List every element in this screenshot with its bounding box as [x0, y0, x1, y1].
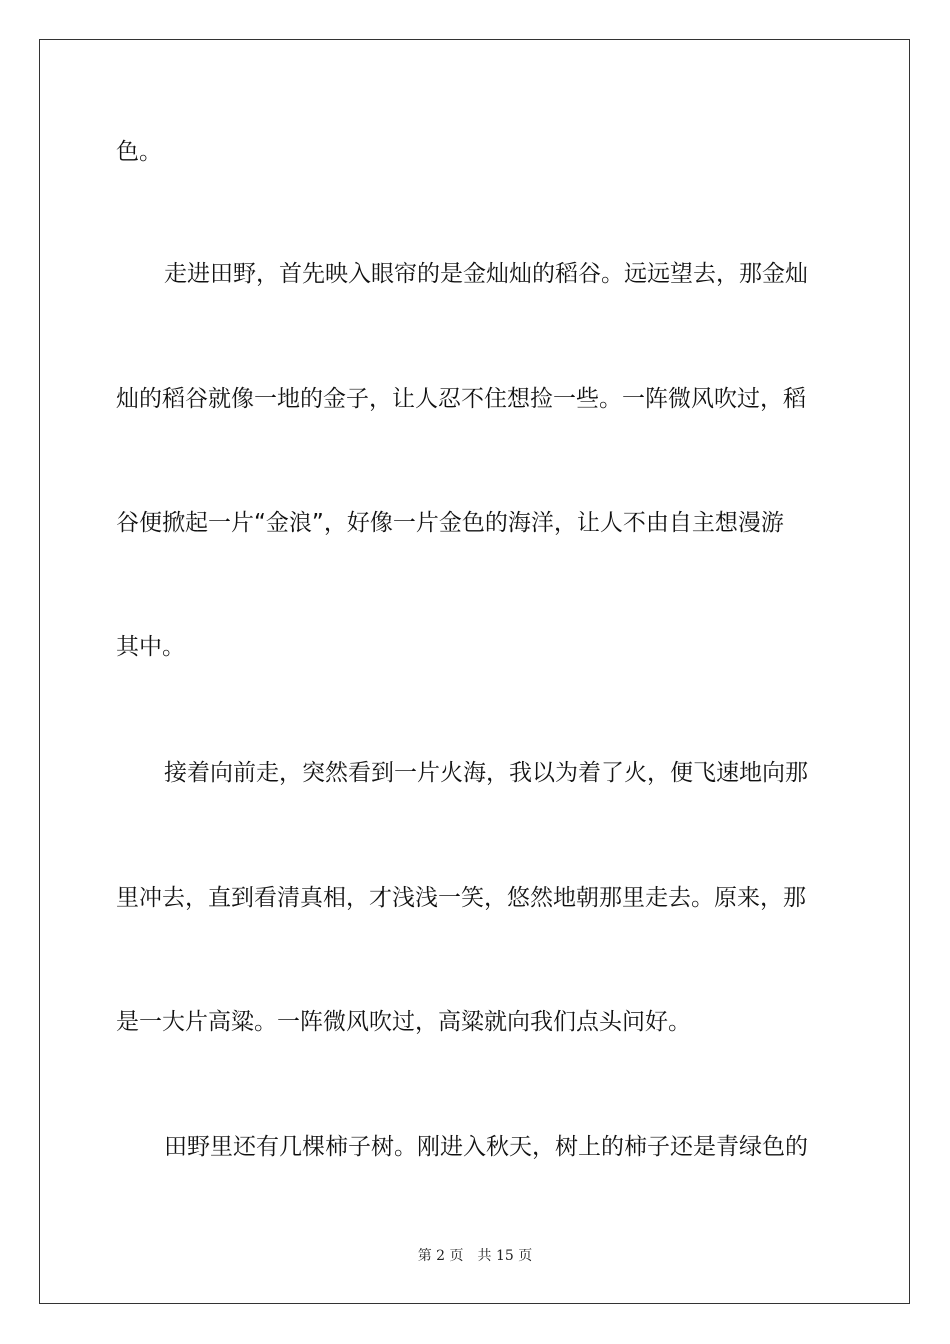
- page-footer: [0, 1247, 950, 1265]
- text-line: 里冲去，直到看清真相，才浅浅一笑，悠然地朝那里走去。原来，那: [116, 885, 806, 911]
- page-border: [39, 39, 910, 1304]
- text-line: 色。: [116, 139, 162, 165]
- total-pages: 共 15 页: [477, 1248, 533, 1264]
- paragraph-start-line: 走进田野，首先映入眼帘的是金灿灿的稻谷。远远望去，那金灿: [164, 261, 808, 287]
- text-line: 灿的稻谷就像一地的金子，让人忍不住想捡一些。一阵微风吹过，稻: [116, 386, 806, 412]
- text-line: 谷便掀起一片“金浪”，好像一片金色的海洋，让人不由自主想漫游: [116, 510, 784, 536]
- paragraph-start-line: 田野里还有几棵柿子树。刚进入秋天，树上的柿子还是青绿色的: [164, 1134, 808, 1160]
- text-line: 是一大片高粱。一阵微风吹过，高粱就向我们点头问好。: [116, 1009, 691, 1035]
- page-number: 第 2 页: [417, 1248, 464, 1264]
- text-line: 其中。: [116, 634, 185, 660]
- paragraph-start-line: 接着向前走，突然看到一片火海，我以为着了火，便飞速地向那: [164, 760, 808, 786]
